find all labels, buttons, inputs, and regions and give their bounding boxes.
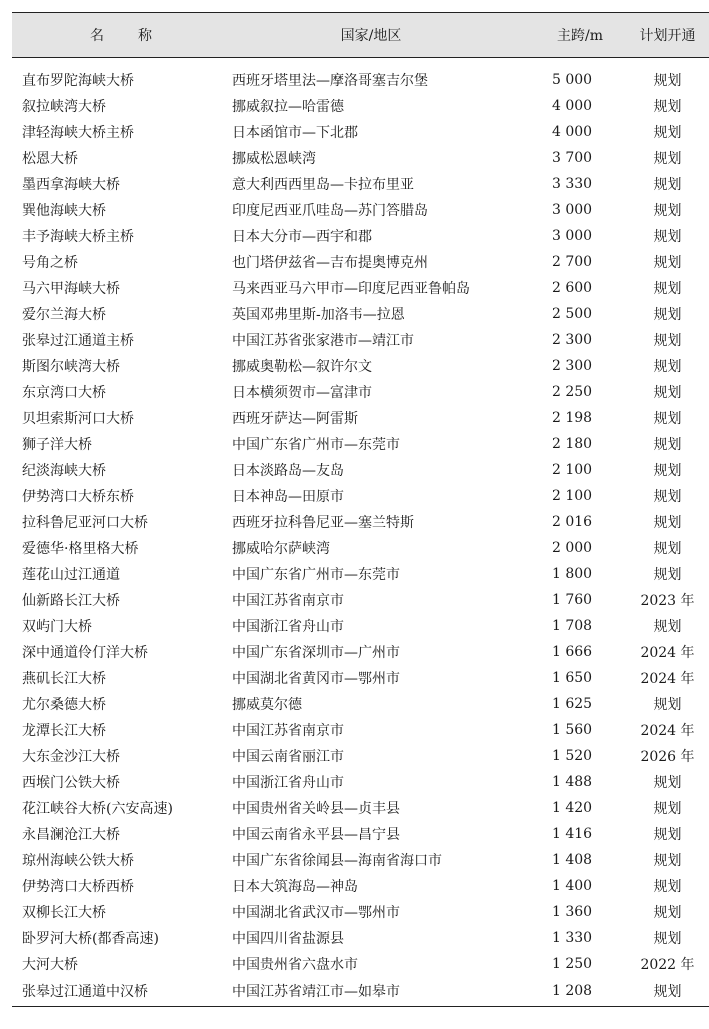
table-row [12,665,709,691]
cell-span: 1 400 [552,877,593,894]
table-row [12,431,709,457]
table-row [12,223,709,249]
table-row [12,58,709,93]
cell-plan: 规划 [653,696,682,713]
cell-country: 中国江苏省张家港市—靖江市 [232,332,414,349]
cell-plan: 规划 [653,904,682,921]
cell-name: 莲花山过江通道 [22,566,120,583]
cell-span: 3 000 [552,201,593,218]
cell-plan: 2026 年 [640,748,695,765]
cell-country: 中国广东省广州市—东莞市 [232,566,400,583]
cell-country: 中国云南省永平县—昌宁县 [232,826,400,843]
table-row [12,457,709,483]
cell-span: 3 000 [552,227,593,244]
cell-span: 1 520 [552,747,593,764]
cell-name: 伊势湾口大桥东桥 [22,488,134,505]
table-row [12,119,709,145]
cell-plan: 规划 [653,228,682,245]
cell-name: 张皋过江通道中汉桥 [12,977,232,1007]
table-row [12,743,709,769]
cell-country: 中国浙江省舟山市 [232,774,344,791]
cell-name: 大东金沙江大桥 [22,748,120,765]
table-row [12,483,709,509]
cell-plan: 规划 [653,280,682,297]
cell-name: 丰予海峡大桥主桥 [22,228,134,245]
cell-plan: 2022 年 [640,956,695,973]
cell-span: 1 360 [552,903,593,920]
cell-plan: 规划 [653,72,682,89]
cell-span: 5 000 [552,71,593,88]
cell-country: 日本神岛—田原市 [232,488,344,505]
cell-plan: 规划 [653,488,682,505]
cell-country: 也门塔伊兹省—吉布提奥博克州 [232,254,428,271]
cell-plan: 规划 [653,384,682,401]
cell-plan: 规划 [653,566,682,583]
cell-country: 日本淡路岛—友岛 [232,462,344,479]
table-row [12,301,709,327]
cell-plan: 规划 [653,332,682,349]
cell-country: 挪威奥勒松—叙许尔文 [232,358,372,375]
cell-name: 巽他海峡大桥 [22,202,106,219]
cell-name: 花江峡谷大桥(六安高速) [22,800,173,817]
cell-name: 狮子洋大桥 [22,436,92,453]
table-row [12,795,709,821]
table-row [12,197,709,223]
cell-country: 日本大筑海岛—神岛 [232,878,358,895]
cell-name: 永昌澜沧江大桥 [22,826,120,843]
cell-plan: 2024 年 [640,644,695,661]
cell-country: 西班牙萨达—阿雷斯 [232,410,358,427]
cell-span: 1 488 [552,773,593,790]
cell-span: 2 100 [552,461,593,478]
cell-plan: 2024 年 [640,722,695,739]
cell-plan: 规划 [620,977,709,1007]
cell-plan: 规划 [653,436,682,453]
cell-name: 津轻海峡大桥主桥 [22,124,134,141]
cell-country: 意大利西西里岛—卡拉布里亚 [232,176,414,193]
cell-country: 日本函馆市—下北郡 [232,124,358,141]
table-body [12,58,709,1007]
table-row [12,561,709,587]
cell-name: 卧罗河大桥(都香高速) [22,930,159,947]
table-row [12,249,709,275]
cell-name: 拉科鲁尼亚河口大桥 [22,514,148,531]
cell-plan: 规划 [653,774,682,791]
table-row [12,587,709,613]
cell-country: 中国广东省深圳市—广州市 [232,644,400,661]
cell-span: 2 180 [552,435,593,452]
header-plan: 计划开通 [620,13,709,58]
cell-span: 1 625 [552,695,593,712]
cell-name: 双屿门大桥 [22,618,92,635]
table-row [12,899,709,925]
table-row [12,977,709,1007]
cell-span: 3 700 [552,149,593,166]
cell-country: 挪威莫尔德 [232,696,302,713]
header-country: 国家/地区 [232,13,540,58]
cell-plan: 规划 [653,930,682,947]
cell-span: 1 208 [540,977,620,1007]
cell-country: 英国邓弗里斯-加洛韦—拉恩 [232,306,405,323]
cell-name: 琼州海峡公铁大桥 [22,852,134,869]
cell-name: 叙拉峡湾大桥 [22,98,106,115]
cell-name: 爱德华·格里格大桥 [22,540,139,557]
cell-span: 2 016 [552,513,593,530]
table-row [12,93,709,119]
cell-country: 中国广东省广州市—东莞市 [232,436,400,453]
cell-span: 4 000 [552,97,593,114]
cell-plan: 规划 [653,150,682,167]
cell-country: 中国湖北省黄冈市—鄂州市 [232,670,400,687]
cell-name: 仙新路长江大桥 [22,592,120,609]
cell-name: 东京湾口大桥 [22,384,106,401]
cell-plan: 规划 [653,618,682,635]
cell-name: 燕矶长江大桥 [22,670,106,687]
cell-span: 2 700 [552,253,593,270]
cell-country: 印度尼西亚爪哇岛—苏门答腊岛 [232,202,428,219]
cell-span: 1 560 [552,721,593,738]
cell-span: 3 330 [552,175,593,192]
table-row [12,171,709,197]
cell-plan: 规划 [653,826,682,843]
cell-plan: 规划 [653,410,682,427]
cell-span: 2 500 [552,305,593,322]
cell-span: 1 408 [552,851,593,868]
cell-name: 伊势湾口大桥西桥 [22,878,134,895]
cell-plan: 规划 [653,124,682,141]
cell-country: 中国广东省徐闻县—海南省海口市 [232,852,442,869]
cell-country: 中国贵州省关岭县—贞丰县 [232,800,400,817]
table-row [12,145,709,171]
cell-name: 贝坦索斯河口大桥 [22,410,134,427]
cell-country: 中国贵州省六盘水市 [232,956,358,973]
table-row [12,925,709,951]
table-row [12,821,709,847]
cell-name: 斯图尔峡湾大桥 [22,358,120,375]
table-row [12,847,709,873]
cell-plan: 2024 年 [640,670,695,687]
table-row [12,873,709,899]
cell-plan: 规划 [653,852,682,869]
cell-span: 1 708 [552,617,593,634]
cell-span: 2 600 [552,279,593,296]
cell-name: 直布罗陀海峡大桥 [22,72,134,89]
table-row [12,379,709,405]
cell-plan: 规划 [653,202,682,219]
cell-span: 1 420 [552,799,593,816]
cell-country: 挪威叙拉—哈雷德 [232,98,344,115]
bridge-table [12,12,709,1007]
table-row [12,353,709,379]
table-header [12,13,709,58]
cell-span: 1 666 [552,643,593,660]
cell-plan: 规划 [653,514,682,531]
cell-name: 大河大桥 [22,956,78,973]
header-name: 名 称 [12,13,232,58]
cell-span: 1 760 [552,591,593,608]
cell-name: 双柳长江大桥 [22,904,106,921]
cell-name: 墨西拿海峡大桥 [22,176,120,193]
cell-span: 1 416 [552,825,593,842]
table-row [12,405,709,431]
cell-span: 2 198 [552,409,593,426]
table-row [12,769,709,795]
cell-country: 中国江苏省南京市 [232,722,344,739]
cell-name: 号角之桥 [22,254,78,271]
table-row [12,613,709,639]
cell-span: 1 650 [552,669,593,686]
cell-span: 2 300 [552,331,593,348]
cell-span: 1 330 [552,929,593,946]
table-row [12,639,709,665]
cell-plan: 规划 [653,176,682,193]
cell-country: 日本横须贺市—富津市 [232,384,372,401]
cell-name: 深中通道伶仃洋大桥 [22,644,148,661]
cell-span: 2 000 [552,539,593,556]
table-row [12,327,709,353]
cell-plan: 规划 [653,306,682,323]
cell-plan: 规划 [653,358,682,375]
cell-name: 龙潭长江大桥 [22,722,106,739]
cell-span: 4 000 [552,123,593,140]
cell-country: 挪威哈尔萨峡湾 [232,540,330,557]
cell-name: 纪淡海峡大桥 [22,462,106,479]
cell-country: 中国浙江省舟山市 [232,618,344,635]
table-row [12,535,709,561]
cell-country: 马来西亚马六甲市—印度尼西亚鲁帕岛 [232,280,470,297]
cell-country: 中国江苏省南京市 [232,592,344,609]
cell-name: 张皋过江通道主桥 [22,332,134,349]
header-span: 主跨/m [540,13,620,58]
table-row [12,691,709,717]
cell-plan: 规划 [653,800,682,817]
cell-country: 中国云南省丽江市 [232,748,344,765]
table-row [12,275,709,301]
cell-country: 西班牙拉科鲁尼亚—塞兰特斯 [232,514,414,531]
cell-plan: 规划 [653,878,682,895]
cell-span: 1 800 [552,565,593,582]
cell-span: 2 250 [552,383,593,400]
cell-country: 日本大分市—西宇和郡 [232,228,372,245]
table-row [12,951,709,977]
cell-span: 2 300 [552,357,593,374]
cell-country: 中国湖北省武汉市—鄂州市 [232,904,400,921]
bridge-table-container [12,12,697,1007]
cell-span: 2 100 [552,487,593,504]
table-row [12,717,709,743]
cell-plan: 规划 [653,540,682,557]
cell-plan: 规划 [653,462,682,479]
table-row [12,509,709,535]
cell-name: 松恩大桥 [22,150,78,167]
cell-plan: 规划 [653,254,682,271]
header-row [12,13,709,58]
cell-country: 挪威松恩峡湾 [232,150,316,167]
cell-span: 1 250 [552,955,593,972]
cell-country: 中国四川省盐源县 [232,930,344,947]
cell-country: 中国江苏省靖江市—如皋市 [232,977,540,1007]
cell-country: 西班牙塔里法—摩洛哥塞吉尔堡 [232,72,428,89]
cell-plan: 规划 [653,98,682,115]
cell-name: 马六甲海峡大桥 [22,280,120,297]
cell-name: 爱尔兰海大桥 [22,306,106,323]
cell-name: 西堠门公铁大桥 [22,774,120,791]
cell-name: 尤尔桑德大桥 [22,696,106,713]
cell-plan: 2023 年 [640,592,695,609]
